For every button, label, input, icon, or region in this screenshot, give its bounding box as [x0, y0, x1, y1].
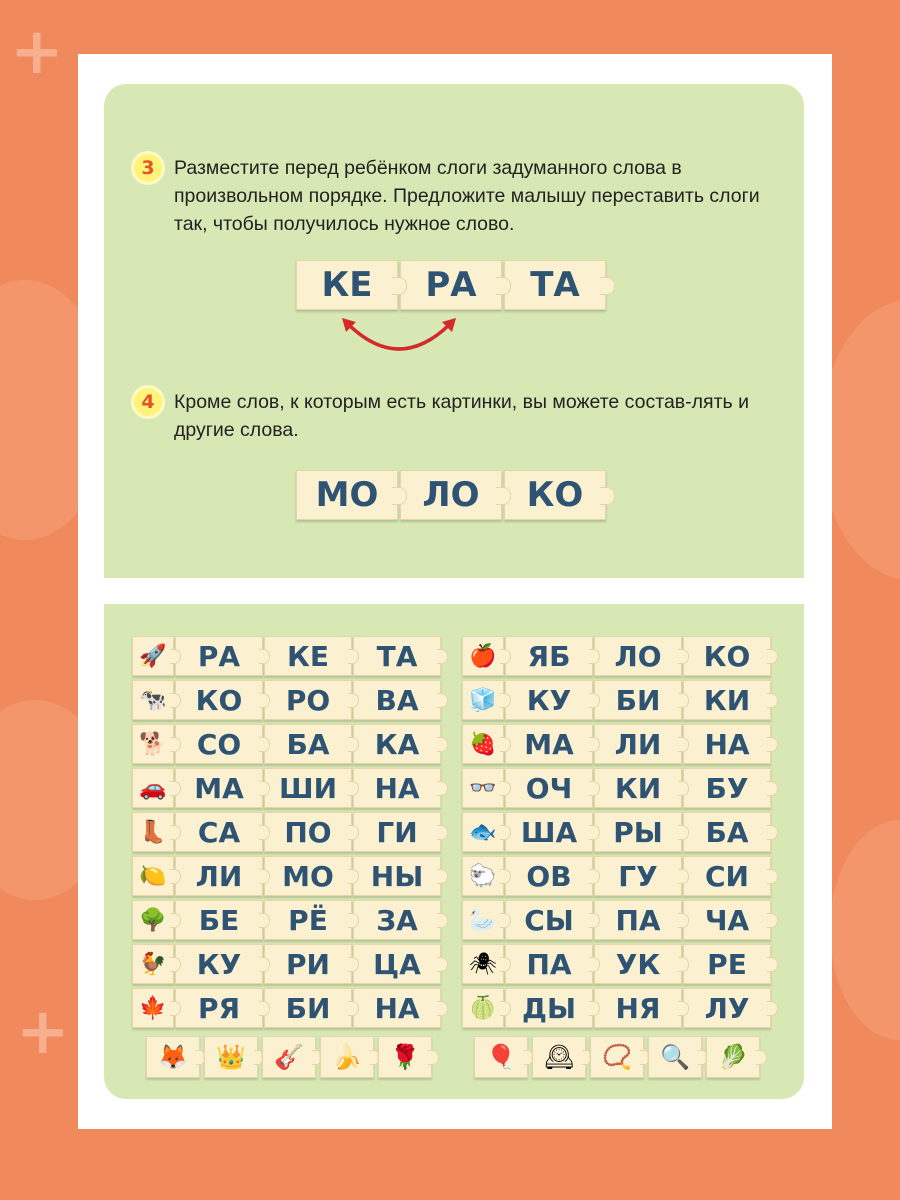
syllable-piece[interactable]: ОЧ — [505, 768, 593, 808]
syllable-piece[interactable]: БУ — [683, 768, 771, 808]
crown-icon[interactable]: 👑 — [204, 1036, 258, 1078]
syllable-piece[interactable]: БЕ — [175, 900, 263, 940]
syllable-piece[interactable]: БИ — [264, 988, 352, 1028]
page-card — [78, 54, 832, 1129]
raspberry-icon[interactable]: 🍓 — [462, 724, 504, 764]
syllable-piece[interactable]: РИ — [264, 944, 352, 984]
puzzle-tab — [600, 277, 615, 295]
cubes-icon[interactable]: 🧊 — [462, 680, 504, 720]
puzzle-tab — [437, 781, 448, 796]
syllable-piece[interactable]: КЕ — [296, 260, 398, 310]
puzzle-tab — [756, 1050, 767, 1065]
swap-arrow-icon — [340, 314, 458, 360]
syllable-piece[interactable]: ТА — [504, 260, 606, 310]
syllable-piece[interactable]: ОВ — [505, 856, 593, 896]
syllable-piece[interactable]: ЗА — [353, 900, 441, 940]
syllable-piece[interactable]: ЧА — [683, 900, 771, 940]
puzzle-tab — [437, 693, 448, 708]
syllable-piece[interactable]: НЫ — [353, 856, 441, 896]
rocket-icon[interactable]: 🚀 — [132, 636, 174, 676]
syllable-piece[interactable]: РЯ — [175, 988, 263, 1028]
lemon-icon[interactable]: 🍋 — [132, 856, 174, 896]
guitar-icon[interactable]: 🎸 — [262, 1036, 316, 1078]
instructions-panel — [104, 84, 804, 578]
beads-icon[interactable]: 📿 — [590, 1036, 644, 1078]
syllable-piece[interactable]: НА — [353, 988, 441, 1028]
puzzle-tab — [437, 869, 448, 884]
hen-icon[interactable]: 🐓 — [132, 944, 174, 984]
puzzle-tab — [600, 487, 615, 505]
syllable-piece[interactable]: КЕ — [264, 636, 352, 676]
syllable-piece[interactable]: ЛО — [400, 470, 502, 520]
clock-icon[interactable]: 🕰 — [532, 1036, 586, 1078]
syllable-piece[interactable]: КИ — [683, 680, 771, 720]
geese-icon[interactable]: 🦢 — [462, 900, 504, 940]
syllable-piece[interactable]: МА — [175, 768, 263, 808]
puzzle-tab — [437, 913, 448, 928]
step-3 — [134, 154, 774, 238]
syllable-piece[interactable]: БА — [264, 724, 352, 764]
puzzle-row — [132, 944, 442, 984]
birch-tree-icon[interactable]: 🌳 — [132, 900, 174, 940]
syllable-piece[interactable]: МА — [505, 724, 593, 764]
puzzle-tab — [437, 737, 448, 752]
syllable-piece[interactable]: ЦА — [353, 944, 441, 984]
puzzle-tab — [437, 825, 448, 840]
syllable-piece[interactable]: ГУ — [594, 856, 682, 896]
syllable-piece[interactable]: ВА — [353, 680, 441, 720]
cow-icon[interactable]: 🐄 — [132, 680, 174, 720]
puzzle-row — [462, 636, 772, 676]
syllable-piece[interactable]: ДЫ — [505, 988, 593, 1028]
puzzle-tab — [437, 649, 448, 664]
puzzle-row — [132, 636, 442, 676]
puzzle-tab — [496, 277, 511, 295]
syllable-piece[interactable]: ПА — [505, 944, 593, 984]
puzzle-row — [462, 900, 772, 940]
puzzle-row — [462, 988, 772, 1028]
puzzle-row — [462, 724, 772, 764]
syllable-piece[interactable]: УК — [594, 944, 682, 984]
syllable-piece[interactable]: МО — [296, 470, 398, 520]
syllable-piece[interactable]: РЫ — [594, 812, 682, 852]
fish-icon[interactable]: 🐟 — [462, 812, 504, 852]
glasses-icon[interactable]: 👓 — [462, 768, 504, 808]
syllable-piece[interactable]: ПА — [594, 900, 682, 940]
puzzle-tab — [392, 277, 407, 295]
puzzle-tab — [767, 825, 778, 840]
syllable-piece[interactable]: ЯБ — [505, 636, 593, 676]
puzzle-row — [132, 988, 442, 1028]
step-text: Разместите перед ребёнком слоги задуманного слова в произвольном порядке. Предложите малышу переставить слоги так, чтобы получилось нужное слово. — [174, 157, 760, 235]
step-text: Кроме слов, к которым есть картинки, вы можете состав-лять и другие слова. — [174, 391, 749, 441]
puzzle-tab — [767, 869, 778, 884]
puzzle-board-panel — [104, 604, 804, 1099]
boots-icon[interactable]: 👢 — [132, 812, 174, 852]
apple-icon[interactable]: 🍎 — [462, 636, 504, 676]
syllable-piece[interactable]: ША — [505, 812, 593, 852]
puzzle-row — [462, 768, 772, 808]
puzzle-tab — [428, 1050, 439, 1065]
syllable-piece[interactable]: СО — [175, 724, 263, 764]
puzzle-row — [132, 812, 442, 852]
syllable-piece[interactable]: ШИ — [264, 768, 352, 808]
syllable-piece[interactable]: ТА — [353, 636, 441, 676]
syllable-piece[interactable]: НА — [353, 768, 441, 808]
example-word-2 — [296, 470, 608, 520]
plus-decoration: + — [16, 995, 70, 1069]
turnip-icon[interactable]: 🥬 — [706, 1036, 760, 1078]
spider-icon[interactable]: 🕷 — [462, 944, 504, 984]
puzzle-row — [132, 680, 442, 720]
syllable-piece[interactable]: РА — [175, 636, 263, 676]
syllable-piece[interactable]: СЫ — [505, 900, 593, 940]
dog-icon[interactable]: 🐕 — [132, 724, 174, 764]
syllable-piece[interactable]: РЕ — [683, 944, 771, 984]
syllable-piece[interactable]: КО — [175, 680, 263, 720]
puzzle-tab — [767, 649, 778, 664]
syllable-piece[interactable]: ЛИ — [175, 856, 263, 896]
puzzle-tab — [392, 487, 407, 505]
step-4 — [134, 388, 774, 444]
plus-decoration: + — [10, 15, 64, 89]
puzzle-tab — [767, 957, 778, 972]
step-number: 4 — [134, 388, 162, 416]
syllable-piece[interactable]: РЁ — [264, 900, 352, 940]
melon-icon[interactable]: 🍈 — [462, 988, 504, 1028]
bananas-icon[interactable]: 🍌 — [320, 1036, 374, 1078]
example-word-1 — [296, 260, 608, 310]
puzzle-tab — [437, 1001, 448, 1016]
puzzle-tab — [767, 1001, 778, 1016]
syllable-piece[interactable]: ГИ — [353, 812, 441, 852]
background-blob — [830, 820, 900, 1040]
puzzle-tab — [767, 781, 778, 796]
syllable-piece[interactable]: НЯ — [594, 988, 682, 1028]
syllable-piece[interactable]: ПО — [264, 812, 352, 852]
syllable-piece[interactable]: КО — [683, 636, 771, 676]
sheep-icon[interactable]: 🐑 — [462, 856, 504, 896]
puzzle-row — [132, 768, 442, 808]
puzzle-row — [462, 680, 772, 720]
syllable-piece[interactable]: КИ — [594, 768, 682, 808]
puzzle-tab — [767, 913, 778, 928]
syllable-piece[interactable]: КО — [504, 470, 606, 520]
magnifier-icon[interactable]: 🔍 — [648, 1036, 702, 1078]
puzzle-tab — [767, 737, 778, 752]
syllable-piece[interactable]: ЛУ — [683, 988, 771, 1028]
syllable-piece[interactable]: МО — [264, 856, 352, 896]
syllable-piece[interactable]: БИ — [594, 680, 682, 720]
background-blob — [820, 300, 900, 580]
puzzle-tab — [496, 487, 511, 505]
syllable-piece[interactable]: КУ — [175, 944, 263, 984]
puzzle-row — [462, 944, 772, 984]
syllable-piece[interactable]: РА — [400, 260, 502, 310]
fox-icon[interactable]: 🦊 — [146, 1036, 200, 1078]
puzzle-tab — [437, 957, 448, 972]
balloons-icon[interactable]: 🎈 — [474, 1036, 528, 1078]
syllable-piece[interactable]: КА — [353, 724, 441, 764]
puzzle-tab — [767, 693, 778, 708]
syllable-piece[interactable]: НА — [683, 724, 771, 764]
syllable-piece[interactable]: ЛО — [594, 636, 682, 676]
puzzle-row — [132, 856, 442, 896]
rose-icon[interactable]: 🌹 — [378, 1036, 432, 1078]
syllable-piece[interactable]: СА — [175, 812, 263, 852]
syllable-piece[interactable]: ЛИ — [594, 724, 682, 764]
syllable-piece[interactable]: КУ — [505, 680, 593, 720]
syllable-piece[interactable]: СИ — [683, 856, 771, 896]
rowan-icon[interactable]: 🍁 — [132, 988, 174, 1028]
puzzle-row — [462, 856, 772, 896]
puzzle-row — [132, 724, 442, 764]
step-number: 3 — [134, 154, 162, 182]
puzzle-row — [132, 900, 442, 940]
syllable-piece[interactable]: БА — [683, 812, 771, 852]
syllable-piece[interactable]: РО — [264, 680, 352, 720]
puzzle-row — [462, 812, 772, 852]
car-icon[interactable]: 🚗 — [132, 768, 174, 808]
